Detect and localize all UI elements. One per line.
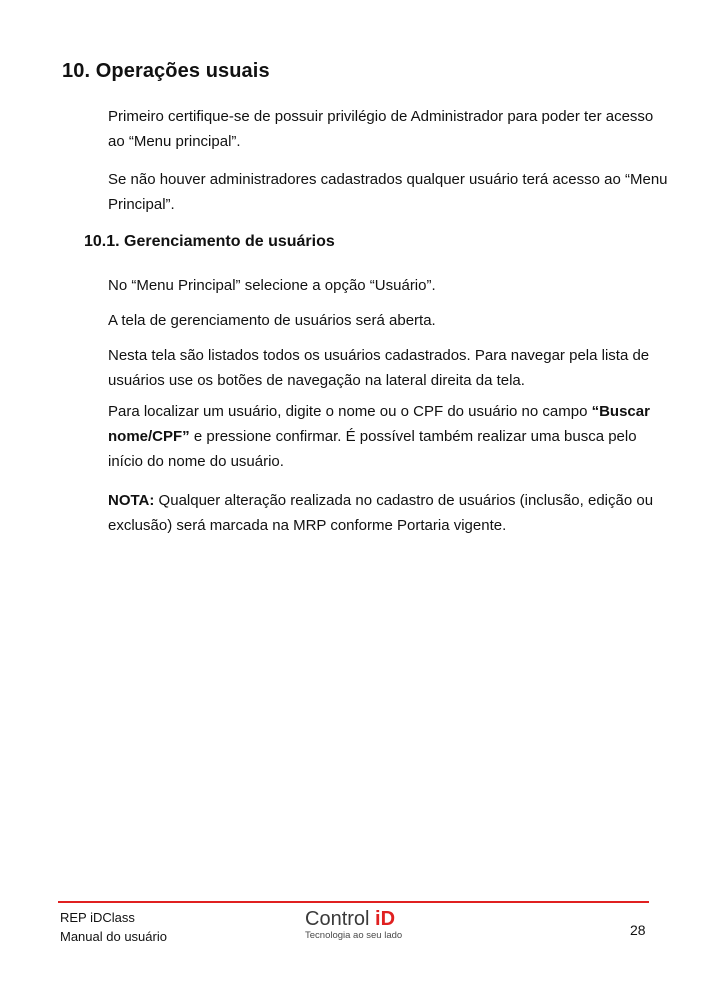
paragraph-menu-principal: No “Menu Principal” selecione a opção “Usuário”. xyxy=(108,277,436,294)
intro-paragraph-1: Primeiro certifique-se de possuir privilégio de Administrador para poder ter acesso ao “Menu principal”. xyxy=(108,108,654,150)
logo-accent-text: iD xyxy=(375,908,396,930)
control-id-logo xyxy=(305,908,435,944)
section-title: 10. Operações usuais xyxy=(62,60,270,82)
paragraph-navegacao: Nesta tela são listados todos os usuários cadastrados. Para navegar pela lista de usuários use os botões de navegação na lateral direita da tela. xyxy=(108,347,650,389)
footer-divider xyxy=(58,901,649,903)
subsection-title: 10.1. Gerenciamento de usuários xyxy=(84,233,335,250)
paragraph-localizar-text-1: Para localizar um usuário, digite o nome ou o CPF do usuário no campo xyxy=(108,403,592,420)
paragraph-tela-aberta: A tela de gerenciamento de usuários será aberta. xyxy=(108,312,436,329)
paragraph-localizar-text-2: e pressione confirmar. É possível também realizar uma busca pelo início do nome do usuário. xyxy=(108,428,637,470)
page-number: 28 xyxy=(630,922,646,938)
footer-product-name: REP iDClass xyxy=(60,910,135,925)
intro-paragraph-2: Se não houver administradores cadastrados qualquer usuário terá acesso ao “Menu Principal”. xyxy=(108,171,668,213)
logo-tagline: Tecnologia ao seu lado xyxy=(305,930,403,941)
footer-document-info xyxy=(60,908,167,946)
logo-text: Control xyxy=(305,908,376,930)
note-label: NOTA: xyxy=(108,492,155,509)
logo-wordmark xyxy=(305,908,435,930)
note-text: Qualquer alteração realizada no cadastro de usuários (inclusão, edição ou exclusão) será marcada na MRP conforme Portaria vigente. xyxy=(108,492,654,534)
footer-manual-label: Manual do usuário xyxy=(60,929,167,944)
note-paragraph xyxy=(108,488,668,538)
field-name-emphasis: “Buscar nome/CPF” xyxy=(108,403,650,445)
paragraph-localizar xyxy=(108,399,668,474)
